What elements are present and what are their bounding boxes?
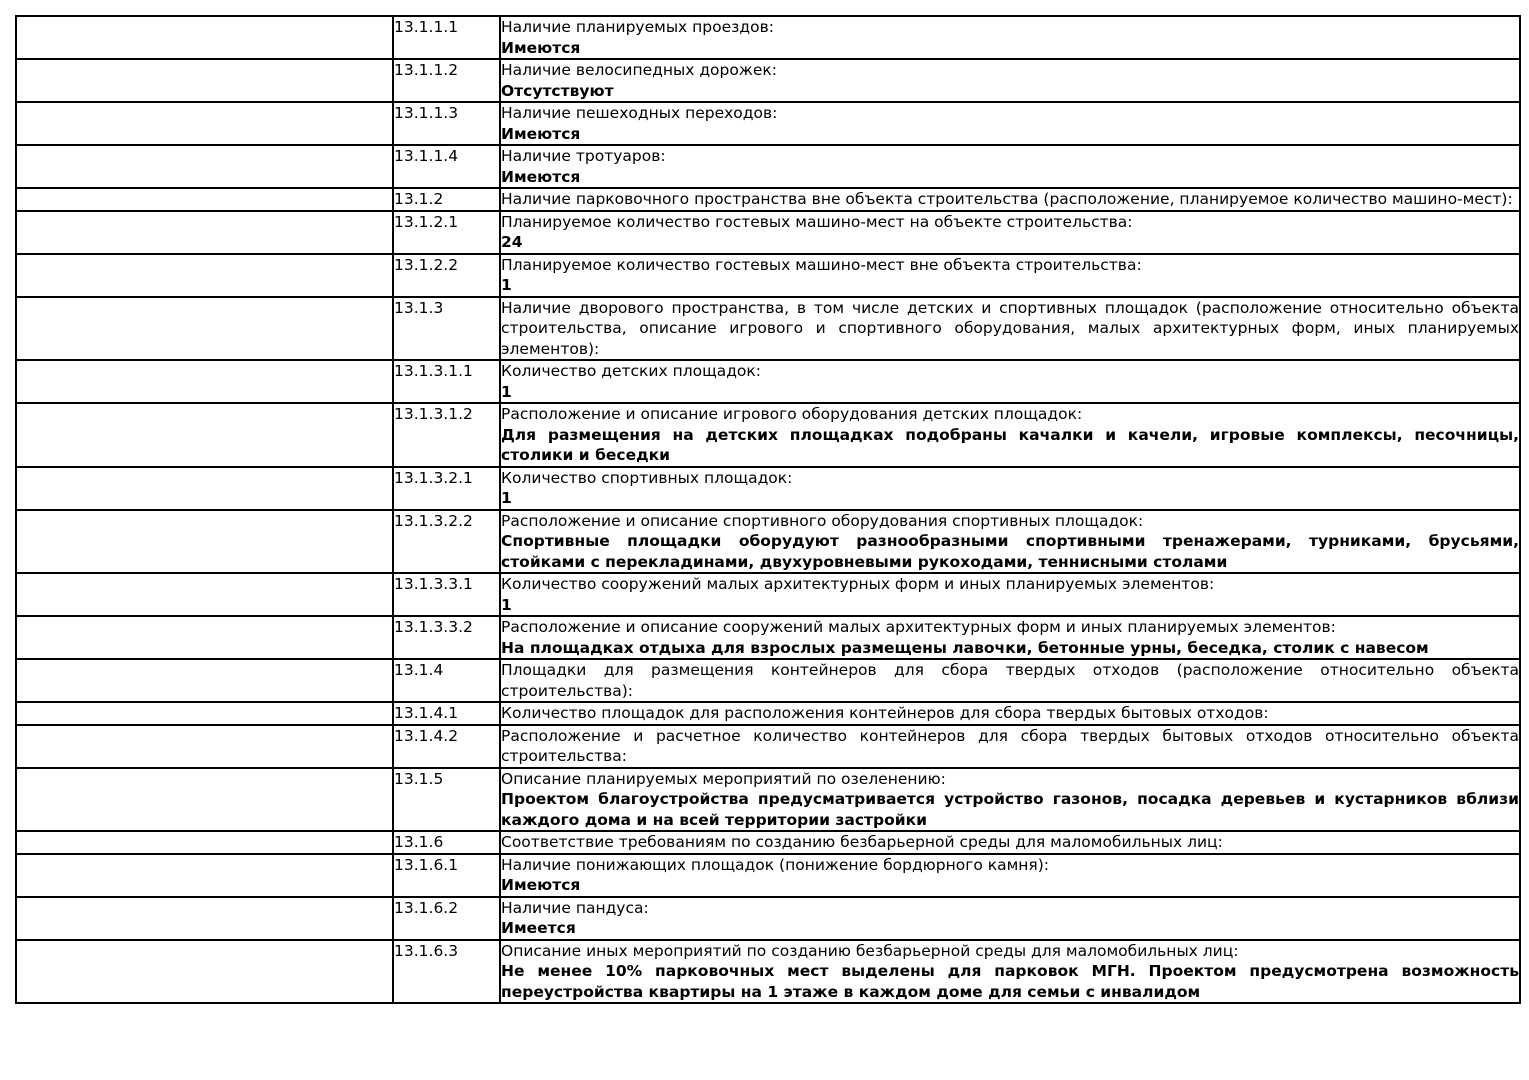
item-number: 13.1.6.3 bbox=[394, 941, 459, 960]
item-label: Наличие пандуса: bbox=[501, 898, 649, 917]
item-text-cell bbox=[500, 768, 1520, 832]
item-value: 1 bbox=[501, 595, 512, 614]
item-value: Имеются bbox=[501, 167, 581, 186]
table-row bbox=[16, 573, 1520, 616]
item-number: 13.1.3 bbox=[394, 298, 444, 317]
table-row bbox=[16, 854, 1520, 897]
table-row bbox=[16, 725, 1520, 768]
table-row bbox=[16, 940, 1520, 1004]
empty-cell bbox=[16, 403, 393, 467]
item-number-cell bbox=[393, 897, 500, 940]
item-number-cell bbox=[393, 725, 500, 768]
item-text-cell bbox=[500, 940, 1520, 1004]
item-number: 13.1.3.1.1 bbox=[394, 362, 473, 380]
item-label: Расположение и расчетное количество контейнеров для сбора твердых бытовых отходов относительно объекта строительства: bbox=[501, 726, 1519, 765]
item-number-cell bbox=[393, 16, 500, 59]
item-number: 13.1.1.4 bbox=[394, 147, 459, 165]
table-row bbox=[16, 616, 1520, 659]
item-number-cell bbox=[393, 831, 500, 854]
empty-cell bbox=[16, 659, 393, 702]
item-number: 13.1.2 bbox=[394, 190, 444, 208]
empty-cell bbox=[16, 725, 393, 768]
item-label: Площадки для размещения контейнеров для сбора твердых отходов (расположение относительно объекта строительства): bbox=[501, 661, 1519, 700]
table-row bbox=[16, 702, 1520, 725]
table-row bbox=[16, 145, 1520, 188]
empty-cell bbox=[16, 573, 393, 616]
empty-cell bbox=[16, 702, 393, 725]
item-text-cell bbox=[500, 897, 1520, 940]
empty-cell bbox=[16, 102, 393, 145]
item-number-cell bbox=[393, 573, 500, 616]
item-value: Имеются bbox=[501, 876, 581, 894]
table-row bbox=[16, 297, 1520, 361]
item-number: 13.1.4.1 bbox=[394, 704, 459, 722]
empty-cell bbox=[16, 768, 393, 832]
item-number-cell bbox=[393, 102, 500, 145]
item-label: Расположение и описание сооружений малых архитектурных форм и иных планируемых элементов: bbox=[501, 618, 1336, 636]
empty-cell bbox=[16, 297, 393, 361]
item-label: Наличие велосипедных дорожек: bbox=[501, 61, 777, 79]
item-text-cell bbox=[500, 145, 1520, 188]
item-text-cell bbox=[500, 403, 1520, 467]
item-text-cell bbox=[500, 467, 1520, 510]
item-label: Расположение и описание игрового оборудования детских площадок: bbox=[501, 405, 1083, 423]
item-value: 1 bbox=[501, 276, 512, 294]
item-number-cell bbox=[393, 616, 500, 659]
item-number: 13.1.3.2.1 bbox=[394, 468, 473, 487]
item-number-cell bbox=[393, 659, 500, 702]
empty-cell bbox=[16, 211, 393, 254]
table-row bbox=[16, 403, 1520, 467]
empty-cell bbox=[16, 467, 393, 510]
item-number-cell bbox=[393, 854, 500, 897]
item-label: Планируемое количество гостевых машино-мест на объекте строительства: bbox=[501, 212, 1133, 231]
table-row bbox=[16, 897, 1520, 940]
item-number: 13.1.6 bbox=[394, 833, 444, 851]
item-label: Количество спортивных площадок: bbox=[501, 468, 793, 487]
item-value: На площадках отдыха для взрослых размещены лавочки, бетонные урны, беседка, столик с навесом bbox=[501, 638, 1429, 657]
item-text-cell bbox=[500, 831, 1520, 854]
item-text-cell bbox=[500, 297, 1520, 361]
item-label: Расположение и описание спортивного оборудования спортивных площадок: bbox=[501, 511, 1144, 530]
item-number: 13.1.1.2 bbox=[394, 61, 459, 79]
empty-cell bbox=[16, 16, 393, 59]
item-number-cell bbox=[393, 254, 500, 297]
table-row bbox=[16, 360, 1520, 403]
item-number: 13.1.2.1 bbox=[394, 212, 459, 231]
empty-cell bbox=[16, 510, 393, 574]
item-value: Имеются bbox=[501, 124, 581, 143]
item-text-cell bbox=[500, 659, 1520, 702]
table-row bbox=[16, 768, 1520, 832]
item-value: 1 bbox=[501, 382, 512, 401]
item-text-cell bbox=[500, 16, 1520, 59]
item-label: Наличие парковочного пространства вне объекта строительства (расположение, планируемое количество машино-мест): bbox=[501, 190, 1513, 208]
item-number-cell bbox=[393, 188, 500, 211]
item-number: 13.1.3.3.2 bbox=[394, 618, 473, 636]
item-number: 13.1.6.1 bbox=[394, 855, 459, 874]
empty-cell bbox=[16, 854, 393, 897]
empty-cell bbox=[16, 254, 393, 297]
item-value: Отсутствуют bbox=[501, 81, 614, 100]
empty-cell bbox=[16, 897, 393, 940]
item-number: 13.1.6.2 bbox=[394, 898, 459, 917]
item-text-cell bbox=[500, 725, 1520, 768]
item-number: 13.1.3.3.1 bbox=[394, 575, 473, 593]
table-row bbox=[16, 510, 1520, 574]
item-label: Количество площадок для расположения контейнеров для сбора твердых бытовых отходов: bbox=[501, 704, 1269, 722]
item-number: 13.1.3.2.2 bbox=[394, 511, 473, 530]
item-number-cell bbox=[393, 940, 500, 1004]
item-number: 13.1.1.1 bbox=[394, 18, 459, 36]
item-number-cell bbox=[393, 59, 500, 102]
item-label: Наличие дворового пространства, в том числе детских и спортивных площадок (расположение относительно объекта строительства, описание игрового и спортивного оборудования, малых архитектурных форм, иных планируемых элементов): bbox=[501, 298, 1519, 358]
item-text-cell bbox=[500, 254, 1520, 297]
item-number-cell bbox=[393, 768, 500, 832]
table-row bbox=[16, 102, 1520, 145]
item-text-cell bbox=[500, 102, 1520, 145]
item-value: 24 bbox=[501, 233, 523, 251]
empty-cell bbox=[16, 59, 393, 102]
item-text-cell bbox=[500, 702, 1520, 725]
item-number-cell bbox=[393, 297, 500, 361]
item-text-cell bbox=[500, 188, 1520, 211]
table-row bbox=[16, 254, 1520, 297]
item-label: Описание планируемых мероприятий по озеленению: bbox=[501, 769, 946, 788]
item-number: 13.1.4 bbox=[394, 661, 444, 679]
item-text-cell bbox=[500, 854, 1520, 897]
item-label: Наличие пешеходных переходов: bbox=[501, 104, 778, 122]
table-row bbox=[16, 16, 1520, 59]
empty-cell bbox=[16, 940, 393, 1004]
table-row bbox=[16, 659, 1520, 702]
item-number-cell bbox=[393, 467, 500, 510]
item-number: 13.1.1.3 bbox=[394, 104, 459, 122]
item-number-cell bbox=[393, 211, 500, 254]
empty-cell bbox=[16, 831, 393, 854]
empty-cell bbox=[16, 188, 393, 211]
item-label: Описание иных мероприятий по созданию безбарьерной среды для маломобильных лиц: bbox=[501, 941, 1239, 960]
table-row bbox=[16, 59, 1520, 102]
item-number-cell bbox=[393, 702, 500, 725]
item-value: Спортивные площадки оборудуют разнообразными спортивными тренажерами, турниками, брусьями, стойками с перекладинами, двухуровневыми рукоходами, теннисными столами bbox=[501, 532, 1519, 571]
item-text-cell bbox=[500, 211, 1520, 254]
table-row bbox=[16, 188, 1520, 211]
item-text-cell bbox=[500, 59, 1520, 102]
item-value: Проектом благоустройства предусматривается устройство газонов, посадка деревьев и кустарников вблизи каждого дома и на всей территории застройки bbox=[501, 790, 1519, 829]
item-text-cell bbox=[500, 616, 1520, 659]
item-text-cell bbox=[500, 573, 1520, 616]
declaration-table bbox=[15, 15, 1521, 1004]
item-value: Имеется bbox=[501, 919, 576, 937]
declaration-table-body bbox=[16, 16, 1520, 1003]
item-number: 13.1.2.2 bbox=[394, 255, 459, 274]
item-label: Количество детских площадок: bbox=[501, 362, 762, 380]
item-label: Наличие понижающих площадок (понижение бордюрного камня): bbox=[501, 855, 1050, 874]
item-number-cell bbox=[393, 360, 500, 403]
item-number-cell bbox=[393, 145, 500, 188]
table-row bbox=[16, 467, 1520, 510]
empty-cell bbox=[16, 616, 393, 659]
item-number: 13.1.5 bbox=[394, 769, 444, 788]
item-number: 13.1.4.2 bbox=[394, 726, 459, 745]
item-value: Не менее 10% парковочных мест выделены для парковок МГН. Проектом предусмотрена возможность переустройства квартиры на 1 этаже в каждом доме для семьи с инвалидом bbox=[501, 962, 1519, 1001]
item-number: 13.1.3.1.2 bbox=[394, 405, 473, 423]
item-number-cell bbox=[393, 403, 500, 467]
item-label: Количество сооружений малых архитектурных форм и иных планируемых элементов: bbox=[501, 575, 1215, 593]
table-row bbox=[16, 211, 1520, 254]
item-number-cell bbox=[393, 510, 500, 574]
item-label: Наличие планируемых проездов: bbox=[501, 18, 774, 36]
item-label: Соответствие требованиям по созданию безбарьерной среды для маломобильных лиц: bbox=[501, 833, 1223, 851]
table-row bbox=[16, 831, 1520, 854]
item-text-cell bbox=[500, 510, 1520, 574]
empty-cell bbox=[16, 145, 393, 188]
item-value: Для размещения на детских площадках подобраны качалки и качели, игровые комплексы, песочницы, столики и беседки bbox=[501, 425, 1519, 464]
item-value: Имеются bbox=[501, 38, 581, 57]
item-value: 1 bbox=[501, 489, 512, 507]
item-text-cell bbox=[500, 360, 1520, 403]
empty-cell bbox=[16, 360, 393, 403]
item-label: Наличие тротуаров: bbox=[501, 147, 666, 165]
item-label: Планируемое количество гостевых машино-мест вне объекта строительства: bbox=[501, 255, 1142, 274]
